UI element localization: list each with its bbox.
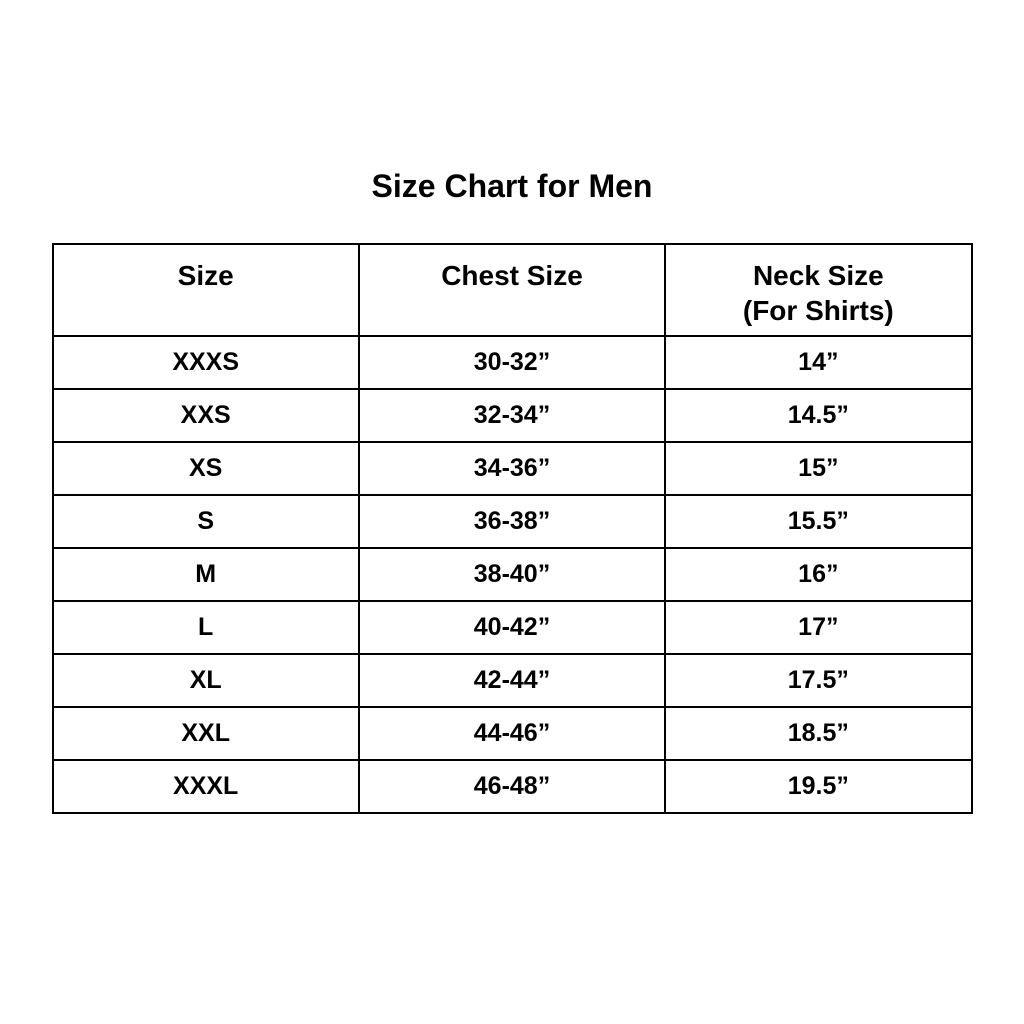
table-row	[53, 336, 972, 389]
header-neck-label-line1: Neck Size	[752, 260, 884, 291]
table-row	[53, 654, 972, 707]
cell-neck: 15”	[665, 442, 971, 495]
header-row	[53, 244, 972, 336]
cell-size: XS	[53, 442, 359, 495]
table-row	[53, 760, 972, 813]
table-row	[53, 548, 972, 601]
cell-chest: 46-48”	[359, 760, 665, 813]
cell-chest: 38-40”	[359, 548, 665, 601]
cell-neck: 19.5”	[665, 760, 971, 813]
cell-size: XXS	[53, 389, 359, 442]
cell-neck: 18.5”	[665, 707, 971, 760]
table-row	[53, 495, 972, 548]
table-row	[53, 601, 972, 654]
cell-size: XXXL	[53, 760, 359, 813]
cell-size: XL	[53, 654, 359, 707]
table-row	[53, 389, 972, 442]
cell-size: XXXS	[53, 336, 359, 389]
size-chart-table	[52, 243, 973, 814]
cell-size: M	[53, 548, 359, 601]
table-row	[53, 442, 972, 495]
cell-neck: 14”	[665, 336, 971, 389]
cell-chest: 32-34”	[359, 389, 665, 442]
cell-chest: 40-42”	[359, 601, 665, 654]
header-cell-neck	[665, 244, 971, 336]
cell-chest: 44-46”	[359, 707, 665, 760]
cell-neck: 17”	[665, 601, 971, 654]
cell-chest: 36-38”	[359, 495, 665, 548]
header-neck-label-line2: (For Shirts)	[742, 295, 894, 326]
cell-chest: 34-36”	[359, 442, 665, 495]
table-header	[53, 244, 972, 336]
table-body	[53, 336, 972, 813]
cell-size: L	[53, 601, 359, 654]
header-size-label: Size	[177, 260, 234, 291]
cell-neck: 15.5”	[665, 495, 971, 548]
cell-neck: 14.5”	[665, 389, 971, 442]
page-title: Size Chart for Men	[371, 168, 653, 204]
header-cell-size	[53, 244, 359, 336]
cell-chest: 42-44”	[359, 654, 665, 707]
header-cell-chest	[359, 244, 665, 336]
cell-neck: 16”	[665, 548, 971, 601]
cell-neck: 17.5”	[665, 654, 971, 707]
header-chest-label: Chest Size	[441, 260, 583, 291]
cell-size: XXL	[53, 707, 359, 760]
cell-chest: 30-32”	[359, 336, 665, 389]
cell-size: S	[53, 495, 359, 548]
table-row	[53, 707, 972, 760]
